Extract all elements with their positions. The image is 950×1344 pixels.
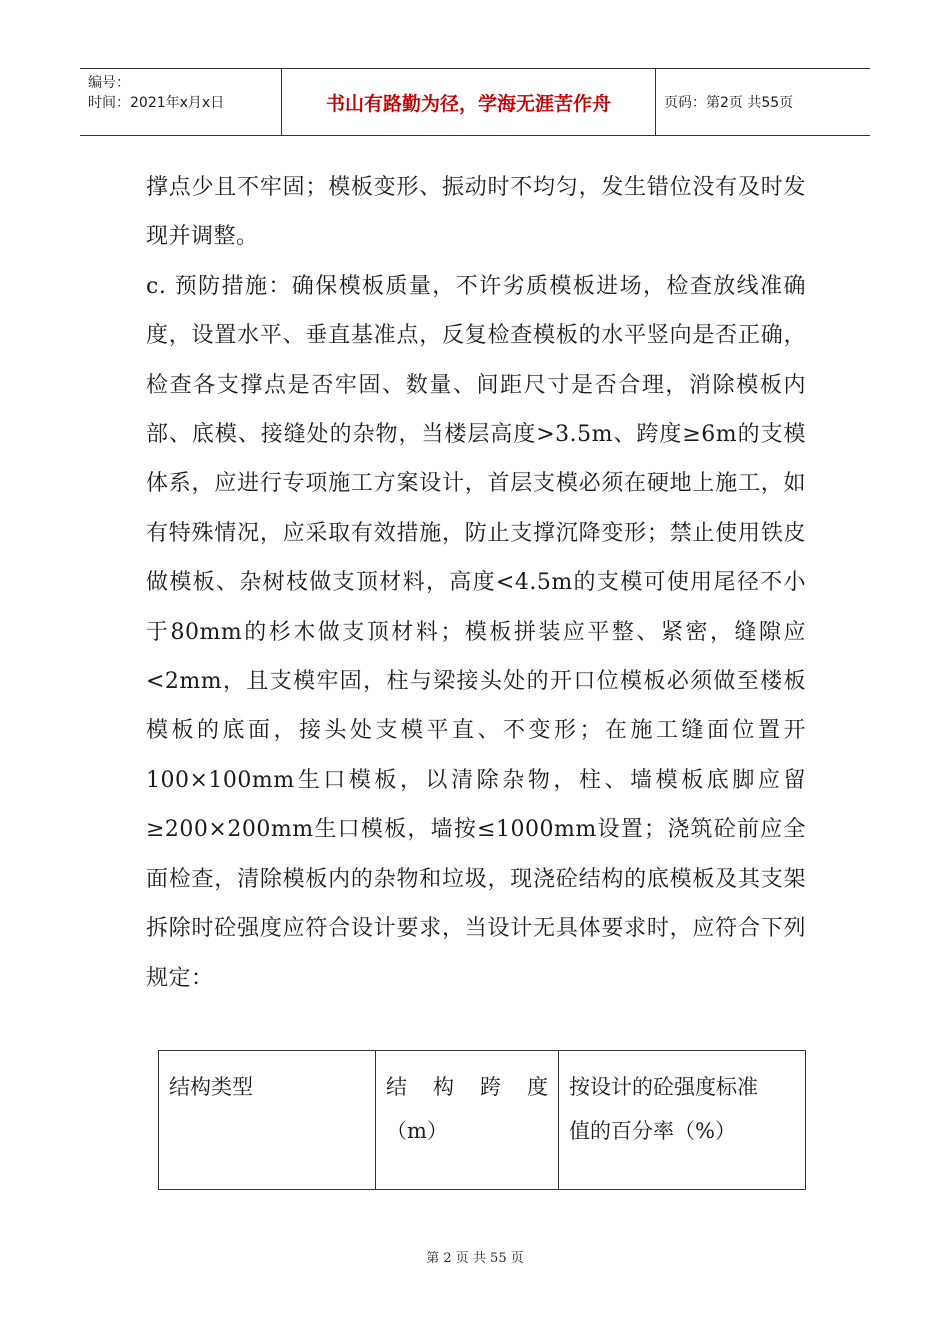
time-label: 时间：2021年x月x日	[88, 95, 225, 111]
header-structure-type: 结构类型	[159, 1051, 376, 1190]
page-header	[80, 68, 870, 136]
paragraph-1: 撑点少且不牢固；模板变形、振动时不均匀，发生错位没有及时发现并调整。	[146, 175, 806, 250]
header-strength-percent: 按设计的砼强度标准 值的百分率（%）	[559, 1051, 806, 1190]
header-page-info: 页码：第2页 共55页	[664, 95, 794, 111]
table-header-row	[159, 1051, 806, 1190]
formwork-removal-table	[158, 1050, 806, 1190]
document-body	[146, 163, 806, 1003]
page-footer: 第 2 页 共 55 页	[426, 1251, 524, 1266]
number-label: 编号：	[88, 75, 130, 91]
span-label: 结 构 跨 度	[386, 1075, 548, 1099]
header-structure-span	[376, 1051, 559, 1190]
header-meta	[80, 69, 282, 135]
paragraph-2: c. 预防措施：确保模板质量，不许劣质模板进场，检查放线准确度，设置水平、垂直基准点，反复检查模板的水平竖向是否正确，检查各支撑点是否牢固、数量、间距尺寸是否合理，消除模板内部、底模、接缝处的杂物，当楼层高度>3.5m、跨度≥6m的支模体系，应进行专项施工方案设计，首层支模必须在硬地上施工，如有特殊情况，应采取有效措施，防止支撑沉降变形；禁止使用铁皮做模板、杂树枝做支顶材料，高度<4.5m的支模可使用尾径不小于80mm的杉木做支顶材料；模板拼装应平整、紧密，缝隙应<2mm，且支模牢固，柱与梁接头处的开口位模板必须做至楼板模板的底面，接头处支模平直、不变形；在施工缝面位置开100×100mm生口模板，以清除杂物，柱、墙模板底脚应留≥200×200mm生口模板，墙按≤1000mm设置；浇筑砼前应全面检查，清除模板内的杂物和垃圾，现浇砼结构的底模板及其支架拆除时砼强度应符合设计要求，当设计无具体要求时，应符合下列规定：	[146, 273, 806, 991]
span-unit: （m）	[386, 1119, 448, 1143]
header-motto: 书山有路勤为径，学海无涯苦作舟	[282, 69, 656, 135]
